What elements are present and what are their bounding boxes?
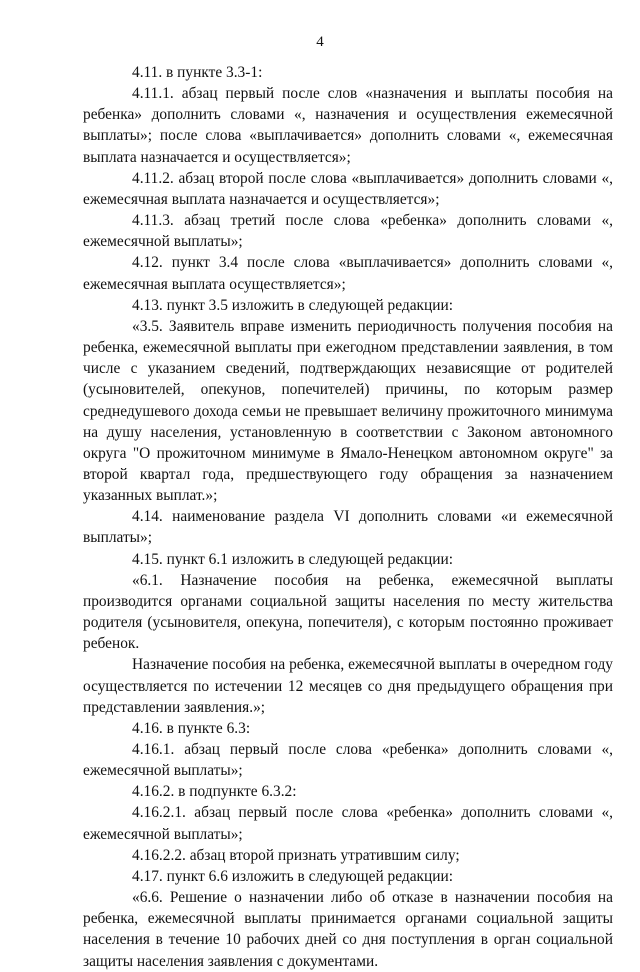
paragraph-4-13: 4.13. пункт 3.5 изложить в следующей редакции: <box>132 296 453 314</box>
paragraph-4-16: 4.16. в пункте 6.3: <box>132 719 251 737</box>
paragraph-4-11-3: 4.11.3. абзац третий после слова «ребенка» дополнить словами «, ежемесячной выплаты»; <box>83 212 613 251</box>
paragraph-4-11: 4.11. в пункте 3.3-1: <box>132 64 263 81</box>
paragraph-4-12: 4.12. пункт 3.4 после слова «выплачивается» дополнить словами «, ежемесячная выплата осуществляется»; <box>83 254 613 293</box>
paragraph-4-11-2: 4.11.2. абзац второй после слова «выплачивается» дополнить словами «, ежемесячная выплата назначается и осуществляется»; <box>83 169 613 208</box>
paragraph-6-6-text: «6.6. Решение о назначении либо об отказе в назначении пособия на ребенка, ежемесячной выплаты принимается органами социальной защиты населения в течение 10 рабочих дней со дня поступления в орган социальной защиты населения заявления с документами. <box>83 889 613 970</box>
paragraph-4-14: 4.14. наименование раздела VI дополнить словами «и ежемесячной выплаты»; <box>83 508 613 547</box>
document-body <box>83 62 613 972</box>
paragraph-4-16-2-2: 4.16.2.2. абзац второй признать утратившим силу; <box>132 846 460 864</box>
paragraph-4-11-1: 4.11.1. абзац первый после слов «назначения и выплаты пособия на ребенка» дополнить словами «, назначения и осуществления ежемесячной выплаты»; после слова «выплачивается» дополнить словами «, ежемесячная выплата назначается и осуществляется»; <box>83 85 613 166</box>
paragraph-6-1-text: «6.1. Назначение пособия на ребенка, ежемесячной выплаты производится органами социальной защиты населения по месту жительства родителя (усыновителя, опекуна, попечителя), с которым постоянно проживает ребенок. <box>83 571 613 653</box>
paragraph-3-5-text: «3.5. Заявитель вправе изменить периодичность получения пособия на ребенка, ежемесячной выплаты при ежегодном представлении заявления, в том числе с указанием сведений, подтверждающих независящие от родителей (усыновителей, опекунов, попечителей) причины, по которым размер среднедушевого дохода семьи не превышает величину прожиточного минимума на душу населения, установленную в соответствии с Законом автономного округа "О прожиточном минимуме в Ямало-Ненецком автономном округе" за второй квартал года, предшествующего году обращения за назначением указанных выплат.»; <box>83 317 613 505</box>
paragraph-4-16-2-1: 4.16.2.1. абзац первый после слова «ребенка» дополнить словами «, ежемесячной выплаты»; <box>83 804 613 843</box>
paragraph-6-1-continuation: Назначение пособия на ребенка, ежемесячной выплаты в очередном году осуществляется по истечении 12 месяцев со дня предыдущего обращения при представлении заявления.»; <box>83 656 613 716</box>
paragraph-4-16-1: 4.16.1. абзац первый после слова «ребенка» дополнить словами «, ежемесячной выплаты»; <box>83 741 613 780</box>
paragraph-4-17: 4.17. пункт 6.6 изложить в следующей редакции: <box>132 867 453 885</box>
page-number: 4 <box>316 34 324 50</box>
paragraph-4-15: 4.15. пункт 6.1 изложить в следующей редакции: <box>132 550 453 568</box>
paragraph-4-16-2: 4.16.2. в подпункте 6.3.2: <box>132 783 297 801</box>
